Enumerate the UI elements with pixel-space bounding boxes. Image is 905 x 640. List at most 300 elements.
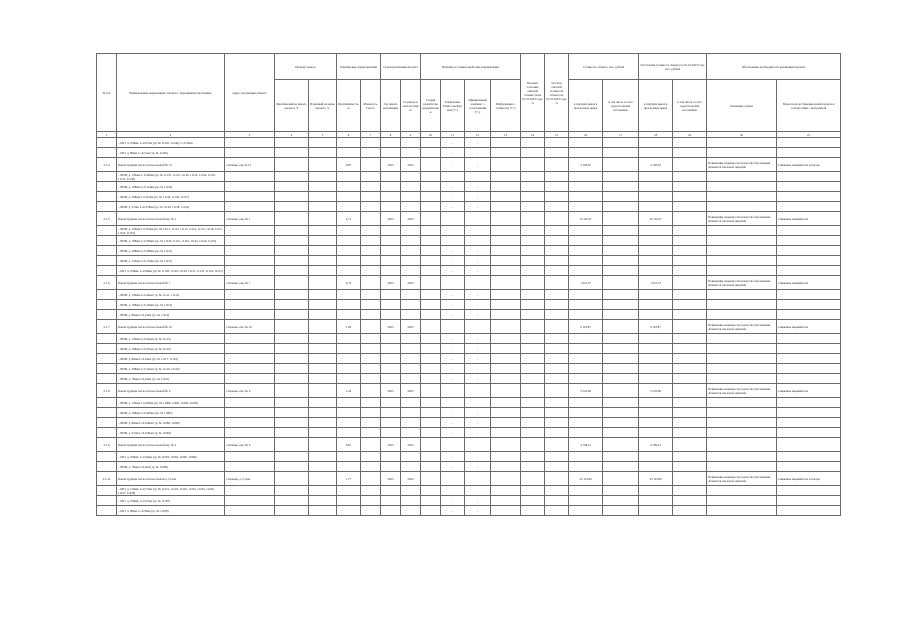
row-name: – 80/89, д. 159мм L=0,44км (тр. № 11111, 11112) xyxy=(117,290,225,300)
row-doc-expertise: - xyxy=(441,452,465,462)
row-year-end xyxy=(401,172,421,182)
row-cost xyxy=(569,192,603,202)
row-indicator xyxy=(777,354,841,364)
row-remaining-percent xyxy=(545,226,569,236)
row-address xyxy=(225,172,275,182)
row-doc-approval: - xyxy=(465,192,491,202)
row-rest-other xyxy=(673,384,707,398)
row-rest-other xyxy=(673,398,707,408)
row-length xyxy=(337,452,361,462)
row-length: 1,77 xyxy=(337,472,361,486)
row-cost xyxy=(569,202,603,212)
row-doc-cost xyxy=(491,300,521,310)
row-doc-stage xyxy=(421,236,441,246)
row-cost xyxy=(569,246,603,256)
row-doc-stage xyxy=(421,506,441,516)
row-length: 0,67 xyxy=(337,438,361,452)
row-wear-start xyxy=(275,320,309,334)
row-doc-expertise xyxy=(441,398,465,408)
row-cost xyxy=(569,462,603,472)
row-number xyxy=(97,172,117,182)
row-doc-expertise: - xyxy=(441,266,465,276)
row-length xyxy=(337,496,361,506)
row-doc-approval: - xyxy=(465,310,491,320)
row-remaining-percent xyxy=(545,266,569,276)
row-name: Реконструкция теплосети котельной д. Сухая xyxy=(117,472,225,486)
row-cost-other xyxy=(603,256,639,266)
row-cost xyxy=(569,486,603,496)
row-doc-expertise: - xyxy=(441,256,465,266)
row-indicator xyxy=(777,452,841,462)
table-row xyxy=(97,320,841,334)
row-percent-spent xyxy=(521,290,545,300)
row-year-start xyxy=(381,256,401,266)
row-remaining-percent xyxy=(545,256,569,266)
row-wear-end xyxy=(309,472,337,486)
row-wear-end xyxy=(309,354,337,364)
column-index-cell: 19 xyxy=(673,132,707,138)
row-number xyxy=(97,364,117,374)
row-cost-other xyxy=(603,320,639,334)
row-percent-spent xyxy=(521,276,545,290)
row-power xyxy=(361,202,381,212)
row-doc-stage xyxy=(421,334,441,344)
row-address xyxy=(225,266,275,276)
row-rest-other xyxy=(673,428,707,438)
column-index-cell: 20 xyxy=(707,132,777,138)
row-number xyxy=(97,452,117,462)
row-rest-other xyxy=(673,192,707,202)
header-project-name: Наименование направления / проекта / мероприятия программы xyxy=(117,54,225,132)
row-year-end xyxy=(401,486,421,496)
row-indicator xyxy=(777,486,841,496)
column-index-cell: 6 xyxy=(337,132,361,138)
row-number xyxy=(97,344,117,354)
row-length xyxy=(337,182,361,192)
row-percent-spent xyxy=(521,418,545,428)
table-row xyxy=(97,246,841,256)
column-index-cell: 3 xyxy=(225,132,275,138)
row-remaining-percent xyxy=(545,428,569,438)
row-percent-spent xyxy=(521,158,545,172)
row-rest-other xyxy=(673,236,707,246)
row-wear-start xyxy=(275,202,309,212)
row-rest xyxy=(639,138,673,148)
row-indicator xyxy=(777,148,841,158)
row-doc-approval xyxy=(465,236,491,246)
row-rest-other xyxy=(673,344,707,354)
header-percent-spent: Процент освоения сметной стоимости на 01.01.2023 года, % xyxy=(521,54,545,132)
row-name: – МТ1 д. 108мм, L=0,26км (тр. № 11093, 11094, 11095, 11096) xyxy=(117,452,225,462)
row-address: г. Бежецк, пер. № 7 xyxy=(225,276,275,290)
row-indicator xyxy=(777,256,841,266)
row-year-start xyxy=(381,486,401,496)
row-rest xyxy=(639,462,673,472)
row-wear-end xyxy=(309,246,337,256)
row-year-start xyxy=(381,418,401,428)
header-remaining-percent: Остаток сметной стоимости объекта на 01.01.2023 года, % xyxy=(545,54,569,132)
row-wear-end xyxy=(309,506,337,516)
row-remaining-percent xyxy=(545,418,569,428)
row-power xyxy=(361,290,381,300)
row-percent-spent xyxy=(521,496,545,506)
row-doc-approval: - xyxy=(465,202,491,212)
row-remaining-percent xyxy=(545,398,569,408)
row-indicator xyxy=(777,506,841,516)
row-cost xyxy=(569,266,603,276)
row-length xyxy=(337,310,361,320)
row-number xyxy=(97,290,117,300)
row-year-start xyxy=(381,506,401,516)
row-length xyxy=(337,192,361,202)
row-number xyxy=(97,408,117,418)
row-address xyxy=(225,398,275,408)
column-index-cell: 12 xyxy=(465,132,491,138)
row-name: – 80/89, д. 108мм L=0,192км (тр. № 11113) xyxy=(117,300,225,310)
row-length xyxy=(337,506,361,516)
header-length: Протяжённость, м xyxy=(337,80,361,132)
row-year-start xyxy=(381,452,401,462)
row-rest xyxy=(639,246,673,256)
row-cost-other xyxy=(603,276,639,290)
row-indicator xyxy=(777,192,841,202)
row-goal xyxy=(707,246,777,256)
row-number xyxy=(97,462,117,472)
row-indicator xyxy=(777,364,841,374)
row-rest-other xyxy=(673,374,707,384)
row-cost xyxy=(569,226,603,236)
row-wear-start xyxy=(275,418,309,428)
row-cost xyxy=(569,256,603,266)
table-row xyxy=(97,344,841,354)
row-percent-spent xyxy=(521,428,545,438)
row-doc-stage xyxy=(421,364,441,374)
row-doc-expertise: - xyxy=(441,182,465,192)
row-number xyxy=(97,300,117,310)
row-percent-spent xyxy=(521,138,545,148)
row-doc-stage xyxy=(421,384,441,398)
row-year-start xyxy=(381,226,401,236)
row-number: 2.1.5 xyxy=(97,212,117,226)
row-rest xyxy=(639,408,673,418)
row-percent-spent xyxy=(521,452,545,462)
row-cost: 10 110,47 xyxy=(569,212,603,226)
row-remaining-percent xyxy=(545,172,569,182)
row-rest-other xyxy=(673,182,707,192)
row-year-end xyxy=(401,246,421,256)
row-name: – 80/89, д. 57мм, L=0,278км (тр. № 11139, 11138, 11152) xyxy=(117,202,225,212)
row-name: – 80/89, д. 108мм L=0,124км (тр. № 11139) xyxy=(117,182,225,192)
row-year-end xyxy=(401,192,421,202)
row-length xyxy=(337,354,361,364)
row-address xyxy=(225,246,275,256)
row-doc-expertise xyxy=(441,236,465,246)
row-wear-start xyxy=(275,462,309,472)
row-doc-cost xyxy=(491,212,521,226)
row-doc-stage xyxy=(421,408,441,418)
row-percent-spent xyxy=(521,320,545,334)
row-indicator xyxy=(777,344,841,354)
row-cost-other xyxy=(603,364,639,374)
row-year-start xyxy=(381,398,401,408)
row-number: 2.1.7 xyxy=(97,320,117,334)
row-remaining-percent xyxy=(545,472,569,486)
row-rest xyxy=(639,344,673,354)
row-rest xyxy=(639,428,673,438)
row-doc-expertise: - xyxy=(441,158,465,172)
row-address xyxy=(225,506,275,516)
row-wear-end xyxy=(309,236,337,246)
row-cost-other xyxy=(603,408,639,418)
row-doc-expertise: - xyxy=(441,246,465,256)
row-doc-cost xyxy=(491,236,521,246)
row-year-end xyxy=(401,290,421,300)
row-name: – 80/89, д. 133мм L=0,132км (тр. № 11127) xyxy=(117,256,225,266)
row-year-start: 2023 xyxy=(381,438,401,452)
row-indicator xyxy=(777,226,841,236)
row-number xyxy=(97,182,117,192)
row-year-start xyxy=(381,192,401,202)
row-doc-expertise: - xyxy=(441,202,465,212)
row-indicator xyxy=(777,438,841,452)
row-address xyxy=(225,334,275,344)
row-cost: 45 143,99 xyxy=(569,472,603,486)
row-wear-end xyxy=(309,266,337,276)
row-doc-cost xyxy=(491,384,521,398)
row-cost-other xyxy=(603,290,639,300)
row-cost: 6 118,87 xyxy=(569,320,603,334)
row-cost-other xyxy=(603,428,639,438)
row-doc-expertise: - xyxy=(441,496,465,506)
column-index-cell: 21 xyxy=(777,132,841,138)
table-row xyxy=(97,158,841,172)
row-doc-expertise: - xyxy=(441,148,465,158)
row-wear-start xyxy=(275,496,309,506)
row-doc-stage xyxy=(421,226,441,236)
row-remaining-percent xyxy=(545,452,569,462)
row-cost xyxy=(569,310,603,320)
row-address xyxy=(225,182,275,192)
row-doc-expertise: - xyxy=(441,428,465,438)
row-cost xyxy=(569,418,603,428)
row-length xyxy=(337,226,361,236)
row-wear-end xyxy=(309,138,337,148)
row-percent-spent xyxy=(521,236,545,246)
row-year-start xyxy=(381,290,401,300)
header-wear-start: Фактический на начало проекта, % xyxy=(275,80,309,132)
row-goal xyxy=(707,266,777,276)
row-number xyxy=(97,310,117,320)
row-name: – 80/89, д. 159мм L 0,335км (тр. № 11111, 11112, 11113, 11114, 11115, 11116, 11117, 11118, 11119) xyxy=(118,226,223,235)
row-wear-end xyxy=(309,182,337,192)
row-remaining-percent xyxy=(545,236,569,246)
header-indicators: Показатели достижения целей проекта в соответствии с программой xyxy=(777,80,841,132)
row-doc-stage xyxy=(421,418,441,428)
row-doc-expertise xyxy=(441,472,465,486)
row-rest xyxy=(639,496,673,506)
row-percent-spent xyxy=(521,256,545,266)
row-name: – 80/89, д. 108мм L=0,330км (тр. № 11120, 11121, 11122, 11123, 11124, 11125) xyxy=(117,236,225,246)
row-cost-other xyxy=(603,506,639,516)
row-power xyxy=(361,320,381,334)
row-year-start: 2023 xyxy=(381,158,401,172)
row-rest xyxy=(639,182,673,192)
row-length xyxy=(337,202,361,212)
table-header xyxy=(97,54,841,138)
row-doc-stage xyxy=(421,148,441,158)
row-remaining-percent xyxy=(545,138,569,148)
row-remaining-percent xyxy=(545,148,569,158)
row-wear-start xyxy=(275,138,309,148)
row-rest: 2 100,67 xyxy=(639,158,673,172)
header-wear: Процент износа xyxy=(275,54,337,80)
row-goal xyxy=(707,256,777,266)
row-year-end xyxy=(401,408,421,418)
table-row xyxy=(97,256,841,266)
row-doc-stage xyxy=(421,344,441,354)
table-row xyxy=(97,182,841,192)
row-cost-other xyxy=(603,472,639,486)
row-year-end: 2023 xyxy=(401,320,421,334)
row-doc-cost xyxy=(491,226,521,236)
row-percent-spent xyxy=(521,148,545,158)
row-rest xyxy=(639,256,673,266)
row-goal xyxy=(707,452,777,462)
row-indicator: Снижение аварийности xyxy=(777,384,841,398)
row-address xyxy=(225,496,275,506)
row-rest xyxy=(639,236,673,246)
row-number xyxy=(97,246,117,256)
row-number: 2.1.10 xyxy=(97,472,117,486)
row-percent-spent xyxy=(521,172,545,182)
row-year-end xyxy=(401,300,421,310)
row-wear-start xyxy=(275,428,309,438)
row-doc-stage xyxy=(421,256,441,266)
row-remaining-percent xyxy=(545,344,569,354)
row-year-start xyxy=(381,428,401,438)
row-percent-spent xyxy=(521,212,545,226)
row-percent-spent xyxy=(521,384,545,398)
row-doc-cost xyxy=(491,310,521,320)
row-wear-end xyxy=(309,462,337,472)
row-doc-stage xyxy=(421,438,441,452)
row-percent-spent xyxy=(521,486,545,496)
row-address: г. Бежецк, пер. № 9 xyxy=(225,384,275,398)
header-address: Адрес реализации объекта xyxy=(225,54,275,132)
row-doc-stage xyxy=(421,428,441,438)
row-remaining-percent xyxy=(545,334,569,344)
row-percent-spent xyxy=(521,398,545,408)
row-doc-cost xyxy=(491,138,521,148)
row-number xyxy=(97,226,117,236)
row-length xyxy=(337,266,361,276)
row-goal: Повышение надежности и качества обеспечения абонентов тепловой энергией xyxy=(707,158,777,172)
row-goal: Повышение надежности и качества обеспечения абонентов тепловой энергией xyxy=(707,472,777,486)
row-goal xyxy=(707,364,777,374)
row-wear-end xyxy=(309,344,337,354)
row-address xyxy=(225,148,275,158)
row-year-start xyxy=(381,408,401,418)
row-doc-approval: - xyxy=(465,246,491,256)
row-rest-other xyxy=(673,158,707,172)
row-name: – 80/89, д. 208мм L 0,315км (тр. № 11142, 11136, 11137) xyxy=(117,192,225,202)
row-doc-stage xyxy=(421,172,441,182)
row-goal xyxy=(707,236,777,246)
row-doc-expertise: - xyxy=(441,354,465,364)
row-doc-cost xyxy=(491,452,521,462)
row-remaining-percent xyxy=(545,438,569,452)
row-year-end xyxy=(401,310,421,320)
row-indicator: Снижение аварийности xyxy=(777,320,841,334)
row-doc-expertise: - xyxy=(441,334,465,344)
row-cost-other xyxy=(603,202,639,212)
row-doc-approval: - xyxy=(465,428,491,438)
row-wear-start xyxy=(275,192,309,202)
row-doc-cost xyxy=(491,344,521,354)
row-year-end: 2023 xyxy=(401,212,421,226)
row-number xyxy=(97,374,117,384)
row-year-end: 2023 xyxy=(401,384,421,398)
row-indicator xyxy=(777,418,841,428)
row-doc-approval xyxy=(465,472,491,486)
row-percent-spent xyxy=(521,202,545,212)
row-indicator xyxy=(777,428,841,438)
row-doc-stage xyxy=(421,182,441,192)
header-number: № п/п xyxy=(97,54,117,132)
row-rest: 45 143,99 xyxy=(639,472,673,486)
row-goal xyxy=(707,172,777,182)
row-power xyxy=(361,226,381,236)
row-name: – 80/89, д. 159мм L 0,450км (тр. № 11080, 11081, 11082, 11083) xyxy=(117,398,225,408)
row-rest xyxy=(639,290,673,300)
row-length xyxy=(337,172,361,182)
table-row xyxy=(97,300,841,310)
row-doc-approval: - xyxy=(465,344,491,354)
row-rest xyxy=(639,418,673,428)
row-goal: Повышение надежности и качества обеспечения абонентов тепловой энергией xyxy=(707,384,777,398)
header-terms: Сроки реализации проекта xyxy=(381,54,421,80)
row-percent-spent xyxy=(521,462,545,472)
table-body xyxy=(97,138,841,516)
row-remaining-percent xyxy=(545,182,569,192)
row-doc-approval: - xyxy=(465,334,491,344)
row-name: – 80/89, д. 108мм L=0,420км (тр. № 11087) xyxy=(117,408,225,418)
row-cost-other xyxy=(603,354,639,364)
row-power xyxy=(361,276,381,290)
row-year-end xyxy=(401,226,421,236)
row-doc-expertise: - xyxy=(441,364,465,374)
row-doc-approval: - xyxy=(465,266,491,276)
row-rest-other xyxy=(673,256,707,266)
row-doc-cost xyxy=(491,398,521,408)
row-length: 0,87 xyxy=(337,158,361,172)
row-cost-other xyxy=(603,452,639,462)
table-row xyxy=(97,506,841,516)
row-power xyxy=(361,418,381,428)
row-doc-approval xyxy=(465,398,491,408)
row-doc-approval xyxy=(465,226,491,236)
row-year-start xyxy=(381,300,401,310)
row-number xyxy=(97,398,117,408)
row-rest-other xyxy=(673,290,707,300)
row-power xyxy=(361,172,381,182)
row-doc-approval: - xyxy=(465,290,491,300)
row-indicator xyxy=(777,374,841,384)
row-doc-expertise: - xyxy=(441,192,465,202)
column-index-cell: 8 xyxy=(381,132,401,138)
row-length: 1,34 xyxy=(337,384,361,398)
row-wear-end xyxy=(309,438,337,452)
